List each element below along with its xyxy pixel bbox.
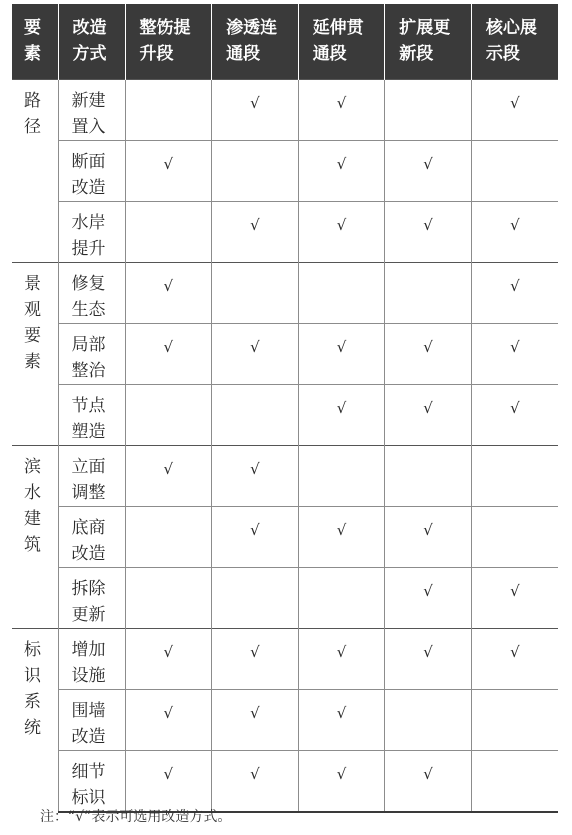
- check-mark: √: [250, 764, 260, 783]
- table-row: [12, 506, 558, 567]
- method-label: 局部整治: [71, 334, 106, 381]
- check-mark: √: [250, 337, 260, 356]
- check-mark: √: [163, 154, 174, 173]
- segment-cell-5: [471, 567, 558, 628]
- check-mark: √: [163, 459, 174, 478]
- segment-cell-2: [212, 750, 299, 812]
- method-label: 立面调整: [71, 456, 106, 503]
- check-mark: √: [423, 215, 433, 234]
- check-mark: √: [336, 398, 347, 417]
- segment-cell-3: [298, 445, 385, 506]
- segment-cell-5: [471, 140, 558, 201]
- method-cell: [58, 445, 125, 506]
- segment-cell-3: [298, 79, 385, 140]
- check-mark: √: [510, 93, 520, 112]
- check-mark: √: [510, 215, 520, 234]
- check-mark: √: [423, 642, 433, 661]
- check-mark: √: [336, 703, 347, 722]
- element-label: 路径: [24, 90, 41, 137]
- segment-cell-4: [385, 140, 472, 201]
- method-label: 断面改造: [71, 151, 106, 198]
- check-mark: √: [336, 154, 347, 173]
- method-label: 修复生态: [71, 273, 106, 320]
- segment-cell-5: [471, 323, 558, 384]
- table-row: [12, 567, 558, 628]
- table-row: [12, 140, 558, 201]
- check-mark: √: [336, 764, 347, 783]
- check-mark: √: [163, 642, 174, 661]
- method-label: 新建置入: [71, 90, 106, 137]
- segment-cell-5: [471, 445, 558, 506]
- table-row: [12, 750, 558, 812]
- check-mark: √: [163, 703, 174, 722]
- segment-cell-3: [298, 140, 385, 201]
- check-mark: √: [163, 276, 174, 295]
- method-cell: [58, 201, 125, 262]
- check-mark: √: [336, 215, 347, 234]
- segment-cell-2: [212, 384, 299, 445]
- segment-cell-1: [125, 262, 212, 323]
- check-mark: √: [423, 337, 433, 356]
- table-row: [12, 79, 558, 140]
- method-label: 细节标识: [71, 761, 106, 808]
- segment-cell-5: [471, 689, 558, 750]
- table-body: [12, 79, 558, 812]
- method-cell: [58, 506, 125, 567]
- segment-cell-1: [125, 201, 212, 262]
- check-mark: √: [510, 581, 520, 600]
- check-mark: √: [163, 337, 174, 356]
- segment-cell-5: [471, 506, 558, 567]
- segment-cell-4: [385, 689, 472, 750]
- segment-cell-1: [125, 79, 212, 140]
- table-row: [12, 628, 558, 689]
- check-mark: √: [336, 642, 347, 661]
- segment-cell-3: [298, 506, 385, 567]
- check-mark: √: [423, 581, 433, 600]
- segment-cell-3: [298, 262, 385, 323]
- method-label: 底商改造: [71, 517, 106, 564]
- header-segment-5: 核心展示段: [471, 4, 558, 79]
- method-label: 水岸提升: [71, 212, 106, 259]
- segment-cell-2: [212, 140, 299, 201]
- segment-cell-3: [298, 323, 385, 384]
- segment-cell-5: [471, 79, 558, 140]
- check-mark: √: [336, 337, 347, 356]
- segment-cell-4: [385, 445, 472, 506]
- segment-cell-5: [471, 628, 558, 689]
- method-cell: [58, 140, 125, 201]
- method-cell: [58, 567, 125, 628]
- segment-cell-5: [471, 262, 558, 323]
- segment-cell-4: [385, 567, 472, 628]
- table-header: [12, 4, 558, 79]
- check-mark: √: [250, 520, 260, 539]
- segment-cell-2: [212, 79, 299, 140]
- segment-cell-5: [471, 750, 558, 812]
- table-row: [12, 384, 558, 445]
- element-cell: [12, 79, 58, 262]
- table-row: [12, 201, 558, 262]
- check-mark: √: [510, 642, 520, 661]
- segment-cell-4: [385, 323, 472, 384]
- segment-cell-5: [471, 384, 558, 445]
- table-note: 注：“√”表示可选用改造方式。: [40, 809, 232, 825]
- segment-cell-2: [212, 506, 299, 567]
- header-method: 改造方式: [58, 4, 125, 79]
- check-mark: √: [510, 276, 520, 295]
- check-mark: √: [250, 93, 260, 112]
- method-cell: [58, 384, 125, 445]
- check-mark: √: [163, 764, 174, 783]
- segment-cell-4: [385, 750, 472, 812]
- segment-cell-4: [385, 506, 472, 567]
- element-label: 滨水建筑: [24, 456, 41, 555]
- header-segment-4: 扩展更新段: [385, 4, 472, 79]
- header-segment-1: 整饬提升段: [125, 4, 212, 79]
- table-row: [12, 262, 558, 323]
- segment-cell-3: [298, 689, 385, 750]
- table-row: [12, 323, 558, 384]
- segment-cell-1: [125, 506, 212, 567]
- header-segment-3: 延伸贯通段: [298, 4, 385, 79]
- check-mark: √: [250, 642, 260, 661]
- table-row: [12, 445, 558, 506]
- segment-cell-1: [125, 750, 212, 812]
- segment-cell-1: [125, 323, 212, 384]
- segment-cell-4: [385, 384, 472, 445]
- method-cell: [58, 689, 125, 750]
- check-mark: √: [250, 215, 260, 234]
- segment-cell-2: [212, 689, 299, 750]
- method-label: 增加设施: [71, 639, 106, 686]
- segment-cell-1: [125, 140, 212, 201]
- segment-cell-2: [212, 628, 299, 689]
- segment-cell-1: [125, 384, 212, 445]
- element-cell: [12, 445, 58, 628]
- method-label: 拆除更新: [71, 578, 106, 625]
- method-cell: [58, 323, 125, 384]
- segment-cell-4: [385, 262, 472, 323]
- check-mark: √: [423, 154, 433, 173]
- segment-cell-3: [298, 750, 385, 812]
- segment-cell-2: [212, 445, 299, 506]
- segment-cell-4: [385, 628, 472, 689]
- element-cell: [12, 262, 58, 445]
- header-segment-2: 渗透连通段: [212, 4, 299, 79]
- element-label: 标识系统: [24, 639, 41, 738]
- segment-cell-4: [385, 79, 472, 140]
- segment-cell-5: [471, 201, 558, 262]
- method-label: 围墙改造: [71, 700, 106, 747]
- table-row: [12, 689, 558, 750]
- segment-cell-2: [212, 567, 299, 628]
- check-mark: √: [423, 520, 433, 539]
- segment-cell-2: [212, 262, 299, 323]
- renovation-matrix-table: [12, 4, 558, 813]
- check-mark: √: [423, 764, 433, 783]
- segment-cell-3: [298, 384, 385, 445]
- method-label: 节点塑造: [71, 395, 106, 442]
- method-cell: [58, 79, 125, 140]
- segment-cell-1: [125, 689, 212, 750]
- check-mark: √: [336, 520, 347, 539]
- segment-cell-1: [125, 628, 212, 689]
- check-mark: √: [510, 398, 520, 417]
- segment-cell-3: [298, 628, 385, 689]
- segment-cell-2: [212, 323, 299, 384]
- element-cell: [12, 628, 58, 812]
- method-cell: [58, 628, 125, 689]
- header-element: 要素: [12, 4, 58, 79]
- check-mark: √: [510, 337, 520, 356]
- method-cell: [58, 750, 125, 812]
- segment-cell-3: [298, 201, 385, 262]
- segment-cell-1: [125, 445, 212, 506]
- element-label: 景观要素: [24, 273, 41, 372]
- segment-cell-4: [385, 201, 472, 262]
- method-cell: [58, 262, 125, 323]
- check-mark: √: [336, 93, 347, 112]
- segment-cell-1: [125, 567, 212, 628]
- check-mark: √: [250, 703, 260, 722]
- segment-cell-2: [212, 201, 299, 262]
- check-mark: √: [250, 459, 260, 478]
- check-mark: √: [423, 398, 433, 417]
- segment-cell-3: [298, 567, 385, 628]
